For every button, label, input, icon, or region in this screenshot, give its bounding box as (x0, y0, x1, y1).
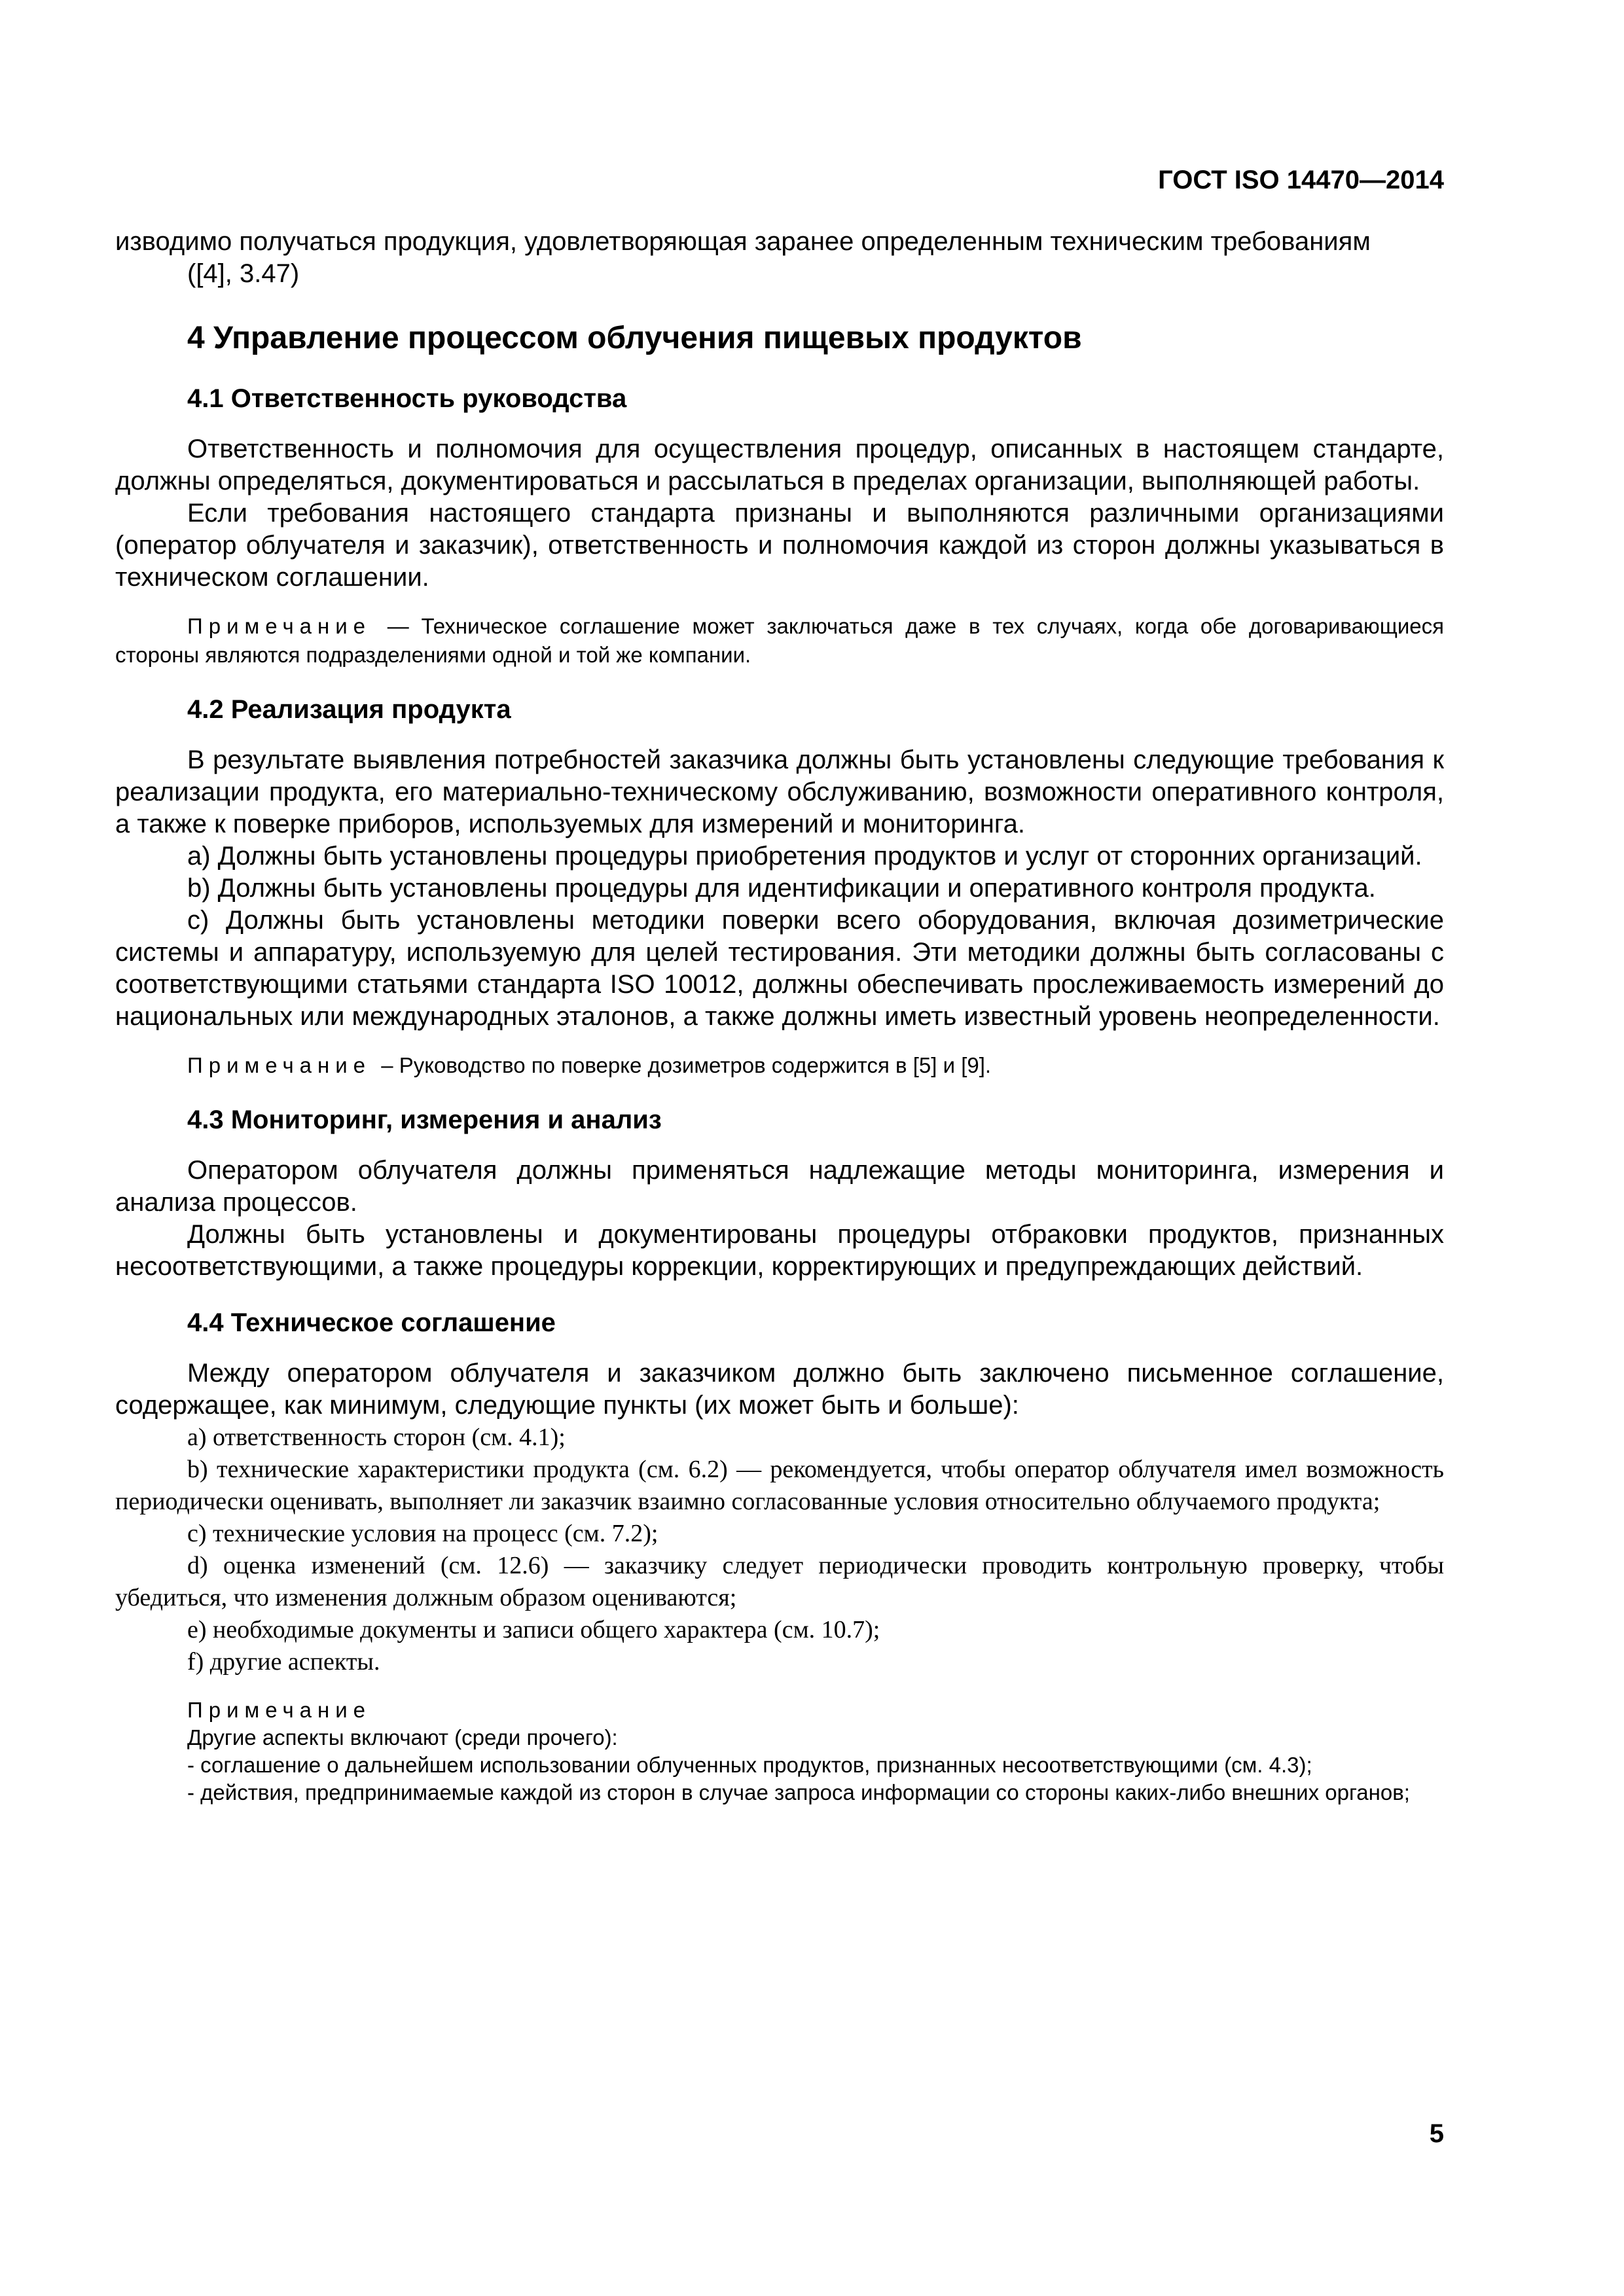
note-item-2: - действия, предпринимаемые каждой из сторон в случае запроса информации со стороны каких-либо внешних органов; (187, 1780, 1410, 1804)
section-4-4-item-a: а) ответственность сторон (см. 4.1); (187, 1424, 566, 1451)
section-4-1-paragraph-2: Если требования настоящего стандарта признаны и выполняются различными организациями (оператор облучателя и заказчик), ответственность и полномочия каждой из сторон должны указываться в техническом соглашении. (115, 499, 1444, 592)
section-4-3-paragraph-2: Должны быть установлены и документированы процедуры отбраковки продуктов, признанных несоответствующими, а также процедуры коррекции, корректирующих и предупреждающих действий. (115, 1220, 1444, 1281)
section-4-4-list (115, 1422, 1444, 1678)
note-item-1: - соглашение о дальнейшем использовании облученных продуктов, признанных несоответствующими (см. 4.3); (187, 1753, 1312, 1777)
note-text: – Руководство по поверке дозиметров содержится в [5] и [9]. (381, 1053, 992, 1077)
section-4-2-item-c: c) Должны быть установлены методики поверки всего оборудования, включая дозиметрические системы и аппаратуру, используемую для целей тестирования. Эти методики должны быть согласованы с соответствующими статьями стандарта ISO 10012, должны обеспечивать прослеживаемость измерений до национальных или международных эталонов, а также должны иметь известный уровень неопределенности. (115, 906, 1444, 1031)
section-4-2-paragraph-1: В результате выявления потребностей заказчика должны быть установлены следующие требования к реализации продукта, его материально-техническому обслуживанию, возможности оперативного контроля, а также к поверке приборов, используемых для измерений и мониторинга. (115, 745, 1444, 838)
note-label: Примечание (187, 1698, 372, 1722)
note-label: Примечание (187, 1053, 372, 1077)
section-4-1-note (115, 612, 1444, 670)
note-label: Примечание (187, 614, 372, 638)
section-4-1-paragraph-1: Ответственность и полномочия для осуществления процедур, описанных в настоящем стандарте, должны определяться, документироваться и рассылаться в пределах организации, выполняющей работы. (115, 435, 1444, 495)
note-intro: Другие аспекты включают (среди прочего): (187, 1725, 618, 1749)
section-4-3-title: 4.3 Мониторинг, измерения и анализ (187, 1105, 662, 1134)
section-4-4-item-b: b) технические характеристики продукта (см. 6.2) — рекомендуется, чтобы оператор облучателя имел возможность периодически оценивать, выполняет ли заказчик взаимно согласованные условия относительно облучаемого продукта; (115, 1456, 1444, 1515)
intro-reference: ([4], 3.47) (187, 259, 300, 288)
page-content (115, 226, 1444, 1806)
section-4-4-item-d: d) оценка изменений (см. 12.6) — заказчику следует периодически проводить контрольную проверку, чтобы убедиться, что изменения должным образом оцениваются; (115, 1552, 1444, 1611)
section-4-2-item-a: a) Должны быть установлены процедуры приобретения продуктов и услуг от сторонних организаций. (187, 842, 1422, 870)
section-4-2-title: 4.2 Реализация продукта (187, 695, 511, 724)
page-number: 5 (1429, 2119, 1444, 2148)
section-4-title: 4 Управление процессом облучения пищевых продуктов (187, 321, 1082, 355)
note-text: — Техническое соглашение может заключаться даже в тех случаях, когда обе договаривающиеся стороны являются подразделениями одной и той же компании. (115, 614, 1445, 667)
section-4-3-paragraph-1: Оператором облучателя должны применяться надлежащие методы мониторинга, измерения и анализа процессов. (115, 1156, 1444, 1217)
section-4-4-title: 4.4 Техническое соглашение (187, 1308, 556, 1337)
intro-line: изводимо получаться продукция, удовлетворяющая заранее определенным техническим требованиям (115, 227, 1371, 256)
section-4-4-paragraph-1: Между оператором облучателя и заказчиком должно быть заключено письменное соглашение, содержащее, как минимум, следующие пункты (их может быть и больше): (115, 1359, 1444, 1420)
section-4-2-item-b: b) Должны быть установлены процедуры для идентификации и оперативного контроля продукта. (187, 874, 1376, 903)
document-code-header: ГОСТ ISO 14470—2014 (1158, 166, 1444, 194)
section-4-4-item-c: с) технические условия на процесс (см. 7.2); (187, 1520, 659, 1547)
section-4-4-item-e: е) необходимые документы и записи общего характера (см. 10.7); (187, 1616, 880, 1643)
section-4-4-note (115, 1696, 1444, 1806)
section-4-1-title: 4.1 Ответственность руководства (187, 384, 627, 413)
section-4-2-note (115, 1051, 1444, 1080)
section-4-4-item-f: f) другие аспекты. (187, 1648, 380, 1676)
